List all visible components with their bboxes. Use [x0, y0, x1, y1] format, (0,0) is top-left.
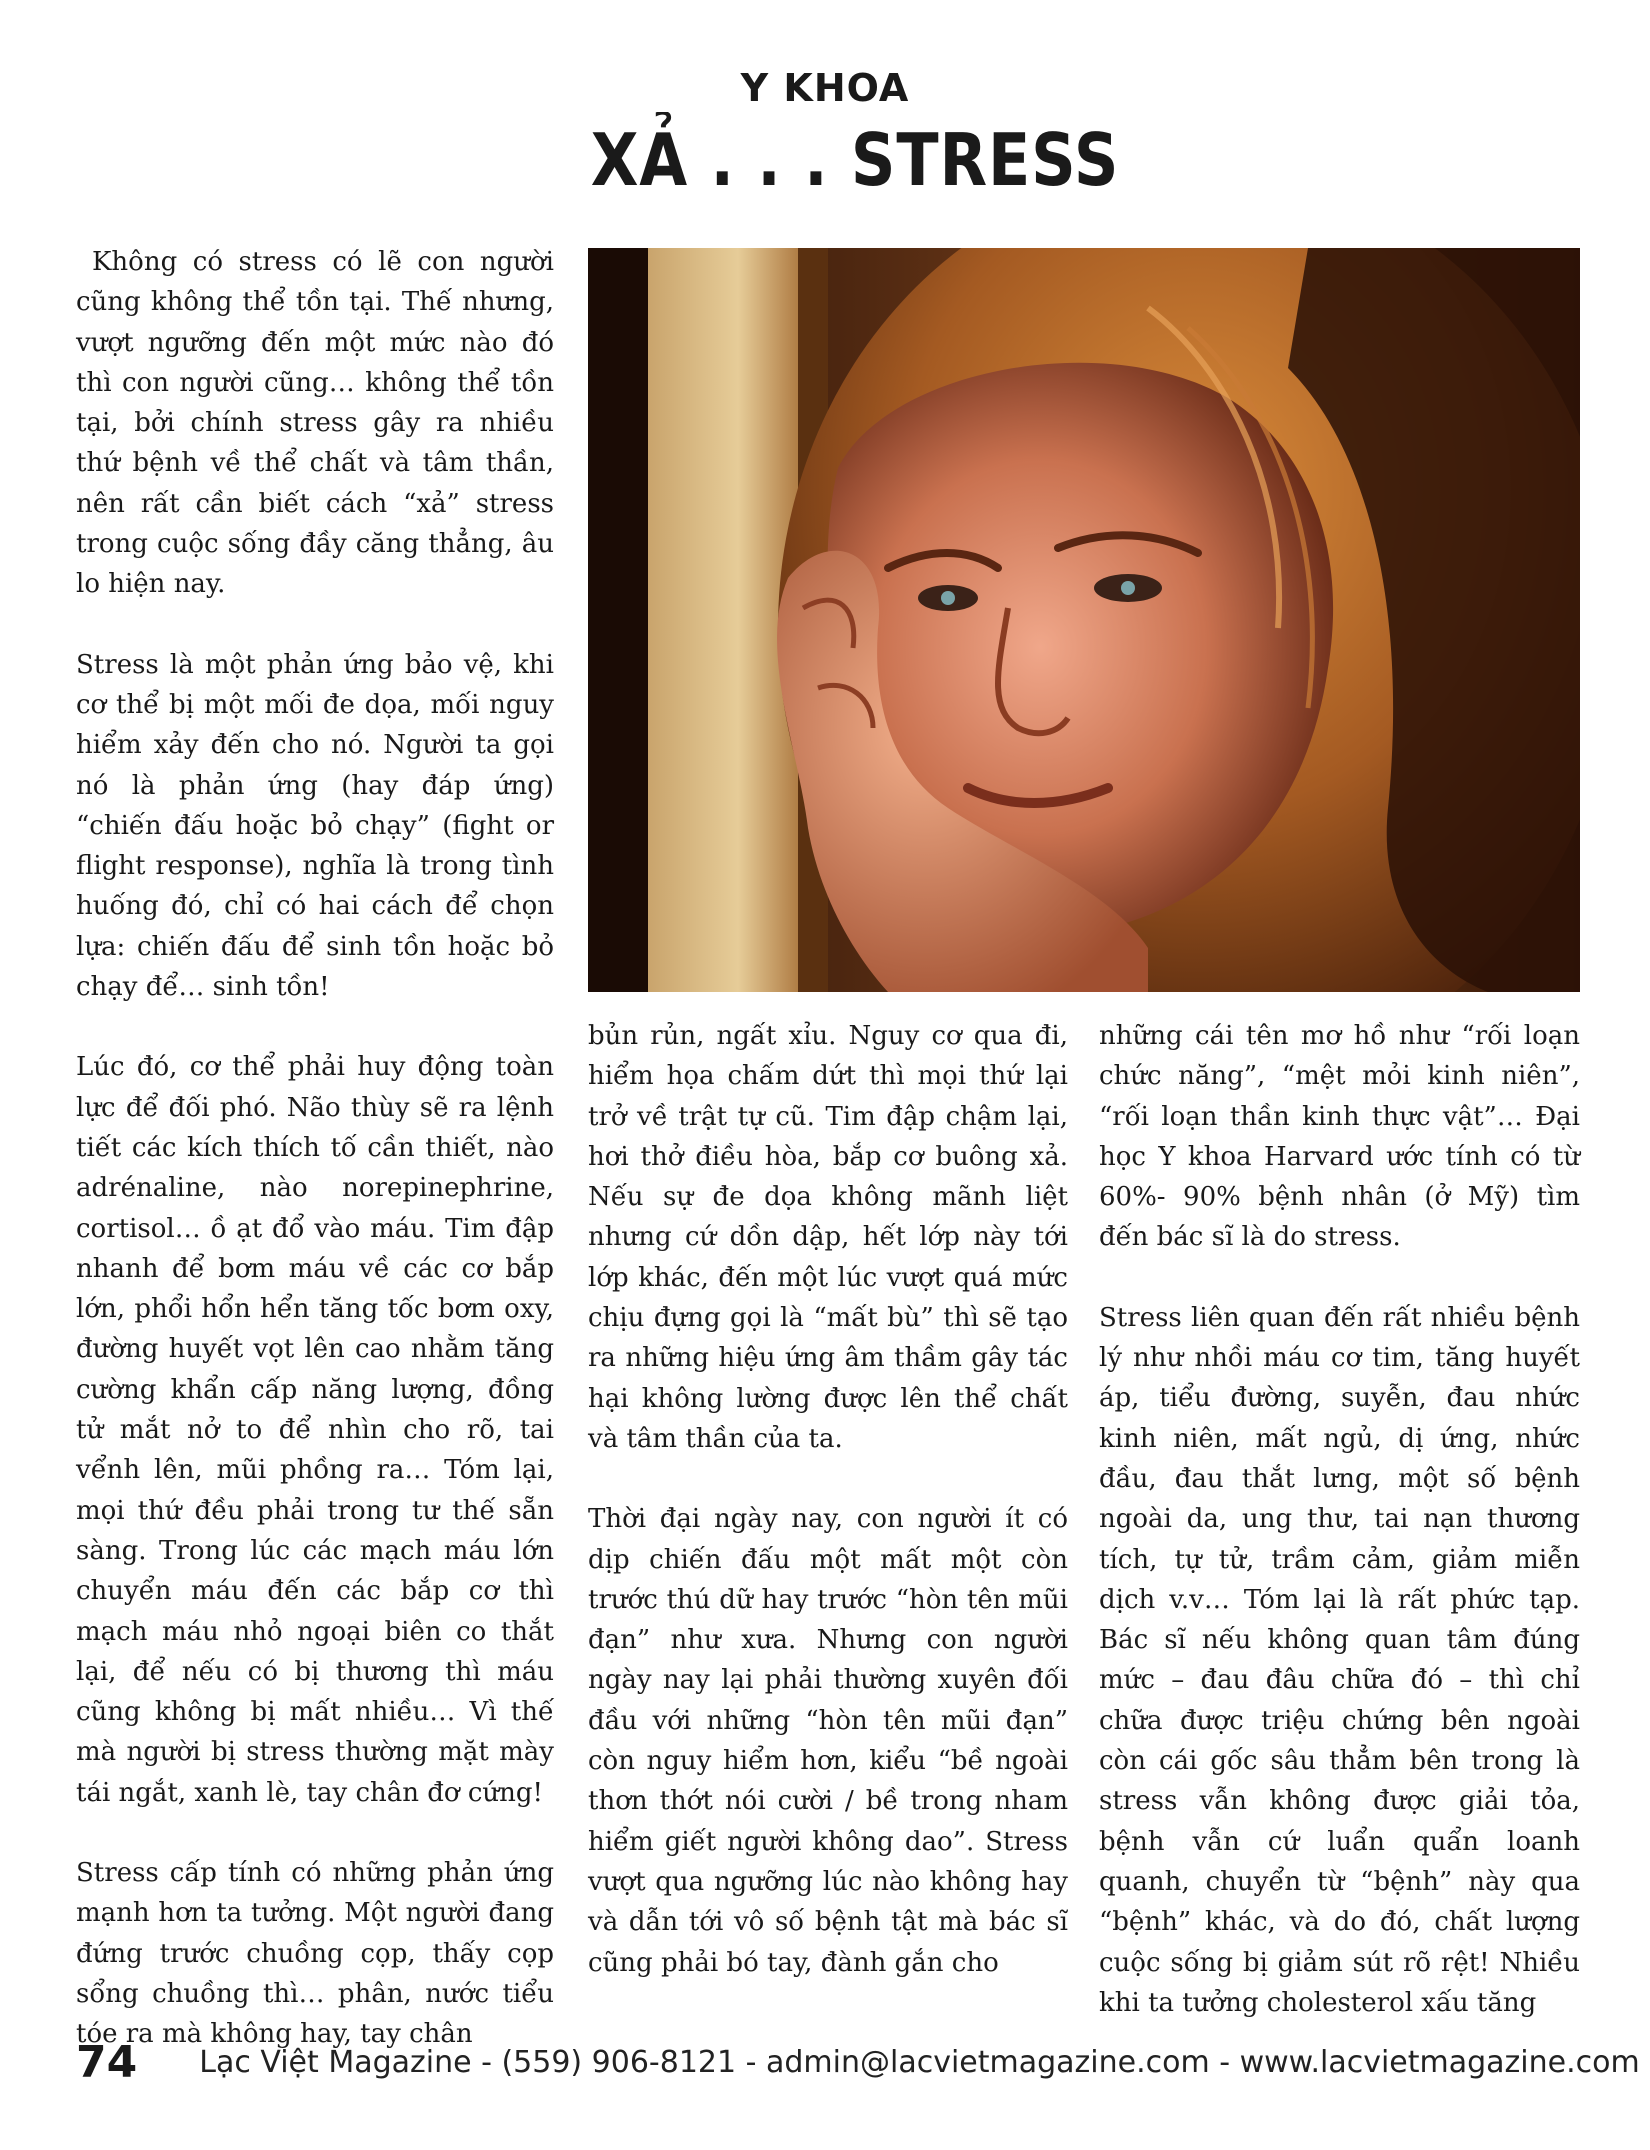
paragraph: Stress cấp tính có những phản ứng mạnh hơn ta tưởng. Một người đang đứng trước chuồng cọp, thấy cọp sổng chuồng thì… phân, nước tiểu tóe ra mà không hay, tay chân — [76, 1857, 554, 2050]
article-column-1 — [76, 242, 554, 2054]
paragraph: Thời đại ngày nay, con người ít có dịp chiến đấu một mất một còn trước thú dữ hay trước “hòn tên mũi đạn” như xưa. Nhưng con người ngày nay lại phải thường xuyên đối đầu với những “hòn tên mũi đạn” còn nguy hiểm hơn, kiểu “bề ngoài thơn thớt nói cười / bề trong nham hiểm giết người không dao”. Stress vượt qua ngưỡng lúc nào không hay và dẫn tới vô số bệnh tật mà bác sĩ cũng phải bó tay, đành gắn cho — [588, 1504, 1068, 1978]
paragraph: Lúc đó, cơ thể phải huy động toàn lực để đối phó. Não thùy sẽ ra lệnh tiết các kích thích tố cần thiết, nào adrénaline, nào norepinephrine, cortisol… ồ ạt đổ vào máu. Tim đập nhanh để bơm máu về các cơ bắp lớn, phổi hổn hển tăng tốc bơm oxy, đường huyết vọt lên cao nhằm tăng cường khẩn cấp năng lượng, đồng tử mắt nở to để nhìn cho rõ, tai vểnh lên, mũi phồng ra… Tóm lại, mọi thứ đều phải trong tư thế sẵn sàng. Trong lúc các mạch máu lớn chuyển máu đến các bắp cơ thì mạch máu nhỏ ngoại biên co thắt lại, để nếu có bị thương thì máu cũng không bị mất nhiều… Vì thế mà người bị stress thường mặt mày tái ngắt, xanh lè, tay chân đơ cứng! — [76, 1052, 554, 1808]
paragraph: Stress là một phản ứng bảo vệ, khi cơ thể bị một mối đe dọa, mối nguy hiểm xảy đến cho nó. Người ta gọi nó là phản ứng (hay đáp ứng) “chiến đấu hoặc bỏ chạy” (fight or flight response), nghĩa là trong tình huống đó, chỉ có hai cách để chọn lựa: chiến đấu để sinh tồn hoặc bỏ chạy để… sinh tồn! — [76, 649, 554, 1003]
article-photo — [588, 248, 1580, 992]
page-number: 74 — [76, 2036, 138, 2088]
paragraph: bủn rủn, ngất xỉu. Nguy cơ qua đi, hiểm họa chấm dứt thì mọi thứ lại trở về trật tự cũ. Tim đập chậm lại, hơi thở điều hòa, bắp cơ buông xả. Nếu sự đe dọa không mãnh liệt nhưng cứ dồn dập, hết lớp này tới lớp khác, đến một lúc vượt quá mức chịu đựng gọi là “mất bù” thì sẽ tạo ra những hiệu ứng âm thầm gây tác hại không lường được lên thể chất và tâm thần của ta. — [588, 1021, 1068, 1454]
paragraph: Không có stress có lẽ con người cũng không thể tồn tại. Thế nhưng, vượt ngưỡng đến một mức nào đó thì con người cũng… không thể tồn tại, bởi chính stress gây ra nhiều thứ bệnh về thể chất và tâm thần, nên rất cần biết cách “xả” stress trong cuộc sống đầy căng thẳng, âu lo hiện nay. — [76, 247, 554, 600]
paragraph: những cái tên mơ hồ như “rối loạn chức năng”, “mệt mỏi kinh niên”, “rối loạn thần kinh thực vật”… Đại học Y khoa Harvard ước tính có từ 60%- 90% bệnh nhân (ở Mỹ) tìm đến bác sĩ là do stress. — [1099, 1021, 1580, 1253]
footer-contact: Lạc Việt Magazine - (559) 906-8121 - admin@lacvietmagazine.com - www.lacvietmagazine.com — [199, 2044, 1640, 2080]
article-column-2 — [588, 1016, 1068, 1983]
article-title: XẢ . . . STRESS — [590, 118, 1120, 202]
section-label: Y KHOA — [740, 66, 910, 110]
paragraph: Stress liên quan đến rất nhiều bệnh lý như nhồi máu cơ tim, tăng huyết áp, tiểu đường, suyễn, đau nhức kinh niên, mất ngủ, dị ứng, nhức đầu, đau thắt lưng, một số bệnh ngoài da, ung thư, tai nạn thương tích, tự tử, trầm cảm, giảm miễn dịch v.v… Tóm lại là rất phức tạp. Bác sĩ nếu không quan tâm đúng mức – đau đâu chữa đó – thì chỉ chữa được triệu chứng bên ngoài còn cái gốc sâu thẳm bên trong là stress vẫn không được giải tỏa, bệnh vẫn cứ luẩn quẩn loanh quanh, chuyển từ “bệnh” này qua “bệnh” khác, và do đó, chất lượng cuộc sống bị giảm sút rõ rệt! Nhiều khi ta tưởng cholesterol xấu tăng — [1099, 1302, 1580, 2018]
article-column-3 — [1099, 1016, 1580, 2023]
page-footer — [76, 2034, 1640, 2090]
